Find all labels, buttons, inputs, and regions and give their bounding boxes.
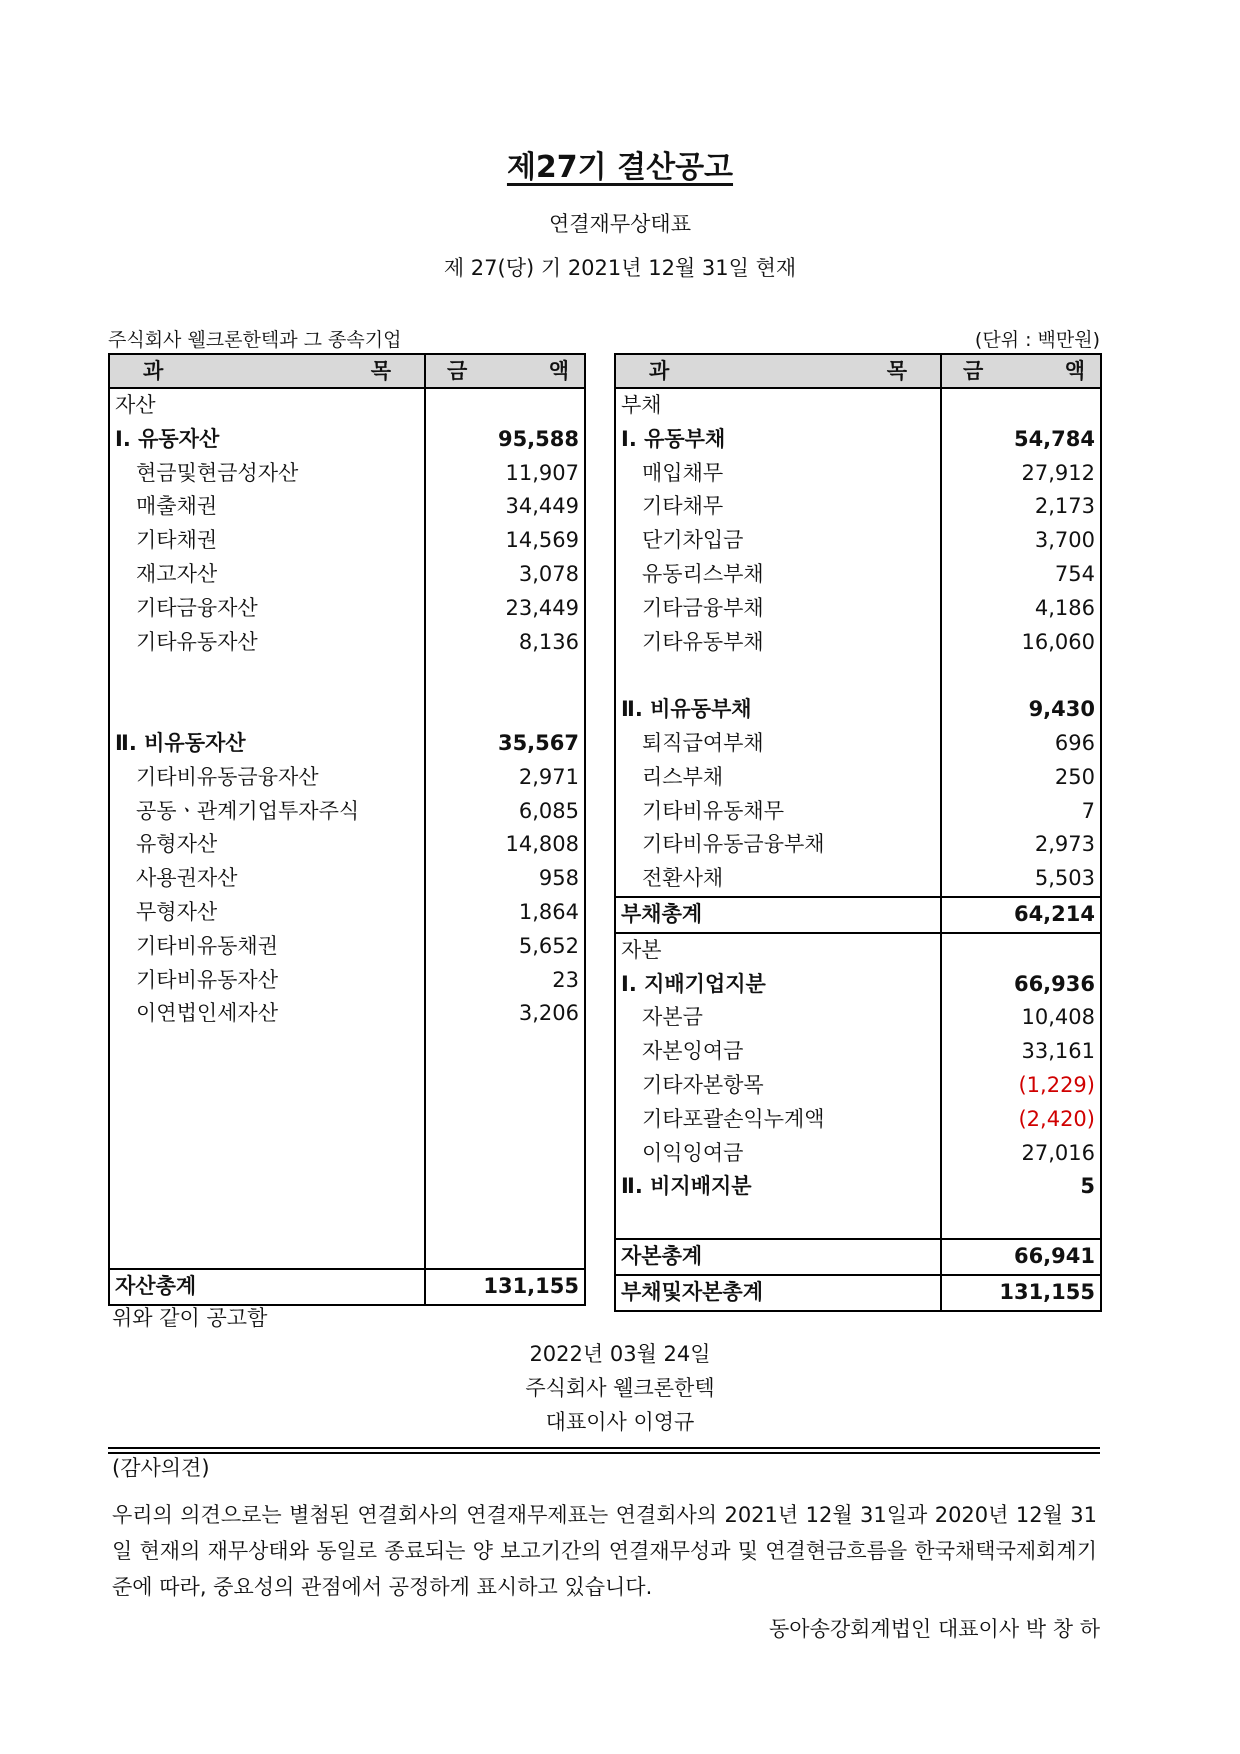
account-label: 기타자본항목: [615, 1069, 941, 1103]
table-row: [109, 558, 585, 592]
account-label: 기타금융자산: [109, 592, 425, 626]
account-amount: 5: [941, 1170, 1101, 1204]
table-row: [109, 1166, 585, 1200]
table-row: [109, 997, 585, 1031]
account-label: 유형자산: [109, 828, 425, 862]
account-amount: 9,430: [941, 693, 1101, 727]
account-amount: 33,161: [941, 1035, 1101, 1069]
table-row: [109, 592, 585, 626]
account-label: [109, 1133, 425, 1167]
account-amount: 2,173: [941, 490, 1101, 524]
account-amount: [425, 1099, 585, 1133]
account-amount: 23: [425, 964, 585, 998]
total-row: [615, 897, 1101, 933]
table-row: [109, 1065, 585, 1099]
account-amount: 1,864: [425, 896, 585, 930]
account-amount: 54,784: [941, 423, 1101, 457]
table-row: [615, 490, 1101, 524]
table-row: [109, 490, 585, 524]
account-label: [109, 693, 425, 727]
audit-heading: (감사의견): [112, 1456, 210, 1480]
table-row: [615, 968, 1101, 1002]
table-row: [109, 1200, 585, 1234]
account-label: 자본금: [615, 1001, 941, 1035]
account-amount: 131,155: [941, 1275, 1101, 1311]
statement-period: 제 27(당) 기 2021년 12월 31일 현재: [443, 256, 797, 280]
account-label: 기타채무: [615, 490, 941, 524]
table-row: [615, 795, 1101, 829]
account-amount: [425, 1133, 585, 1167]
table-row: [109, 896, 585, 930]
account-amount: 11,907: [425, 457, 585, 491]
table-row: [615, 727, 1101, 761]
account-amount: 27,016: [941, 1137, 1101, 1171]
assets-table: [108, 353, 586, 1306]
table-row: [615, 558, 1101, 592]
account-label: 이연법인세자산: [109, 997, 425, 1031]
account-amount: 250: [941, 761, 1101, 795]
account-amount: [941, 1204, 1101, 1239]
table-row: [109, 930, 585, 964]
account-label: 단기차입금: [615, 524, 941, 558]
account-label: 유동리스부채: [615, 558, 941, 592]
account-amount: 66,936: [941, 968, 1101, 1002]
account-label: 전환사채: [615, 862, 941, 897]
header-amount: 금: [447, 359, 468, 383]
account-amount: 27,912: [941, 457, 1101, 491]
account-label: Ⅰ. 유동부채: [615, 423, 941, 457]
account-amount: 6,085: [425, 795, 585, 829]
table-row: [615, 933, 1101, 968]
account-amount: 5,503: [941, 862, 1101, 897]
account-amount: 95,588: [425, 423, 585, 457]
account-label: 기타비유동채무: [615, 795, 941, 829]
table-row: [109, 1234, 585, 1269]
table-row: [109, 761, 585, 795]
header-item: 과: [143, 359, 164, 383]
table-row: [615, 1035, 1101, 1069]
header-amount: 액: [1064, 359, 1085, 383]
account-label: 기타비유동금융자산: [109, 761, 425, 795]
double-divider: [108, 1447, 1100, 1454]
header-item: 목: [886, 359, 907, 383]
company-name: 주식회사 웰크론한텍: [525, 1376, 715, 1400]
account-label: [109, 1099, 425, 1133]
account-amount: (1,229): [941, 1069, 1101, 1103]
table-row: [615, 524, 1101, 558]
table-row: [109, 964, 585, 998]
account-label: [109, 1031, 425, 1065]
table-row: [615, 457, 1101, 491]
table-row: [109, 727, 585, 761]
header-item: 목: [370, 359, 391, 383]
account-label: 자본: [615, 933, 941, 968]
table-row: [109, 626, 585, 660]
account-label: 부채및자본총계: [615, 1275, 941, 1311]
account-label: Ⅰ. 유동자산: [109, 423, 425, 457]
notice-title: 제27기 결산공고: [506, 150, 734, 185]
account-amount: 131,155: [425, 1269, 585, 1305]
account-label: Ⅰ. 지배기업지분: [615, 968, 941, 1002]
account-amount: [941, 933, 1101, 968]
announce-text: 위와 같이 공고함: [112, 1306, 268, 1330]
account-amount: 958: [425, 862, 585, 896]
account-amount: 754: [941, 558, 1101, 592]
account-amount: [425, 693, 585, 727]
liabilities-equity-table: [614, 353, 1102, 1312]
account-amount: 23,449: [425, 592, 585, 626]
account-amount: (2,420): [941, 1103, 1101, 1137]
table-row: [109, 659, 585, 693]
account-amount: 4,186: [941, 592, 1101, 626]
table-row: [109, 1133, 585, 1167]
account-amount: 7: [941, 795, 1101, 829]
audit-opinion: 우리의 의견으로는 별첨된 연결회사의 연결재무제표는 연결회사의 2021년 12월 31일과 2020년 12월 31일 현재의 재무상태와 동일로 종료되는 양 보고기간의 연결재무성과 및 연결현금흐름을 한국채택국제회계기준에 따라, 중요성의 관점에서 공정하게 표시하고 있습니다.: [112, 1503, 1097, 1599]
account-label: 자본잉여금: [615, 1035, 941, 1069]
account-label: 공동ㆍ관계기업투자주식: [109, 795, 425, 829]
account-amount: [425, 1234, 585, 1269]
account-amount: [425, 1166, 585, 1200]
table-row: [109, 862, 585, 896]
table-row: [615, 659, 1101, 693]
account-amount: 14,569: [425, 524, 585, 558]
account-label: 기타포괄손익누계액: [615, 1103, 941, 1137]
table-row: [109, 795, 585, 829]
account-amount: 34,449: [425, 490, 585, 524]
account-amount: [941, 659, 1101, 693]
table-row: [615, 1137, 1101, 1171]
table-row: [615, 1103, 1101, 1137]
table-row: [109, 423, 585, 457]
account-label: 퇴직급여부채: [615, 727, 941, 761]
table-row: [615, 1001, 1101, 1035]
account-label: 기타유동부채: [615, 626, 941, 660]
table-row: [615, 693, 1101, 727]
account-label: 리스부채: [615, 761, 941, 795]
account-label: 이익잉여금: [615, 1137, 941, 1171]
account-label: 매출채권: [109, 490, 425, 524]
header-item: 과: [649, 359, 670, 383]
table-row: [109, 388, 585, 423]
total-row: [109, 1269, 585, 1305]
header-amount: 금: [963, 359, 984, 383]
header-amount: 액: [548, 359, 569, 383]
table-row: [109, 1031, 585, 1065]
account-amount: 2,973: [941, 828, 1101, 862]
account-amount: [425, 1200, 585, 1234]
account-label: 기타비유동채권: [109, 930, 425, 964]
table-row: [615, 1069, 1101, 1103]
account-amount: 66,941: [941, 1239, 1101, 1275]
account-label: 현금및현금성자산: [109, 457, 425, 491]
account-label: 자산: [109, 388, 425, 423]
account-amount: [425, 388, 585, 423]
account-amount: 35,567: [425, 727, 585, 761]
account-amount: 64,214: [941, 897, 1101, 933]
account-label: 자산총계: [109, 1269, 425, 1305]
account-label: 사용권자산: [109, 862, 425, 896]
account-amount: 16,060: [941, 626, 1101, 660]
unit-label: (단위 : 백만원): [974, 329, 1100, 351]
table-row: [615, 1170, 1101, 1204]
account-amount: [425, 1031, 585, 1065]
table-row: [615, 592, 1101, 626]
account-amount: 14,808: [425, 828, 585, 862]
table-row: [615, 862, 1101, 897]
account-amount: 5,652: [425, 930, 585, 964]
account-label: 기타비유동금융부채: [615, 828, 941, 862]
account-amount: 3,700: [941, 524, 1101, 558]
account-amount: 2,971: [425, 761, 585, 795]
table-row: [109, 457, 585, 491]
account-amount: 8,136: [425, 626, 585, 660]
table-row: [109, 524, 585, 558]
ceo-name: 대표이사 이영규: [545, 1410, 695, 1434]
account-amount: 10,408: [941, 1001, 1101, 1035]
account-label: [109, 1234, 425, 1269]
account-label: 무형자산: [109, 896, 425, 930]
account-label: [615, 1204, 941, 1239]
account-amount: [941, 388, 1101, 423]
account-label: Ⅱ. 비유동자산: [109, 727, 425, 761]
total-row: [615, 1275, 1101, 1311]
account-amount: 3,078: [425, 558, 585, 592]
account-amount: 3,206: [425, 997, 585, 1031]
auditor-signature: 동아송강회계법인 대표이사 박 창 하: [769, 1617, 1100, 1641]
account-amount: 696: [941, 727, 1101, 761]
account-label: 기타채권: [109, 524, 425, 558]
table-row: [615, 626, 1101, 660]
account-label: [109, 1065, 425, 1099]
table-row: [615, 1204, 1101, 1239]
account-label: 재고자산: [109, 558, 425, 592]
total-row: [615, 1239, 1101, 1275]
table-row: [615, 388, 1101, 423]
company-line: 주식회사 웰크론한텍과 그 종속기업: [108, 329, 402, 351]
account-label: 부채: [615, 388, 941, 423]
account-label: [109, 1200, 425, 1234]
account-amount: [425, 1065, 585, 1099]
account-label: 자본총계: [615, 1239, 941, 1275]
account-label: 기타금융부채: [615, 592, 941, 626]
account-label: Ⅱ. 비유동부채: [615, 693, 941, 727]
account-label: 기타유동자산: [109, 626, 425, 660]
account-label: 기타비유동자산: [109, 964, 425, 998]
announce-date: 2022년 03월 24일: [529, 1342, 711, 1366]
account-label: [109, 659, 425, 693]
account-label: [615, 659, 941, 693]
account-amount: [425, 659, 585, 693]
account-label: 부채총계: [615, 897, 941, 933]
table-row: [109, 828, 585, 862]
account-label: [109, 1166, 425, 1200]
table-row: [615, 828, 1101, 862]
table-row: [615, 761, 1101, 795]
account-label: Ⅱ. 비지배지분: [615, 1170, 941, 1204]
table-header: [615, 354, 1101, 388]
table-row: [109, 1099, 585, 1133]
statement-name: 연결재무상태표: [548, 212, 691, 236]
table-header: [109, 354, 585, 388]
table-row: [109, 693, 585, 727]
table-row: [615, 423, 1101, 457]
account-label: 매입채무: [615, 457, 941, 491]
